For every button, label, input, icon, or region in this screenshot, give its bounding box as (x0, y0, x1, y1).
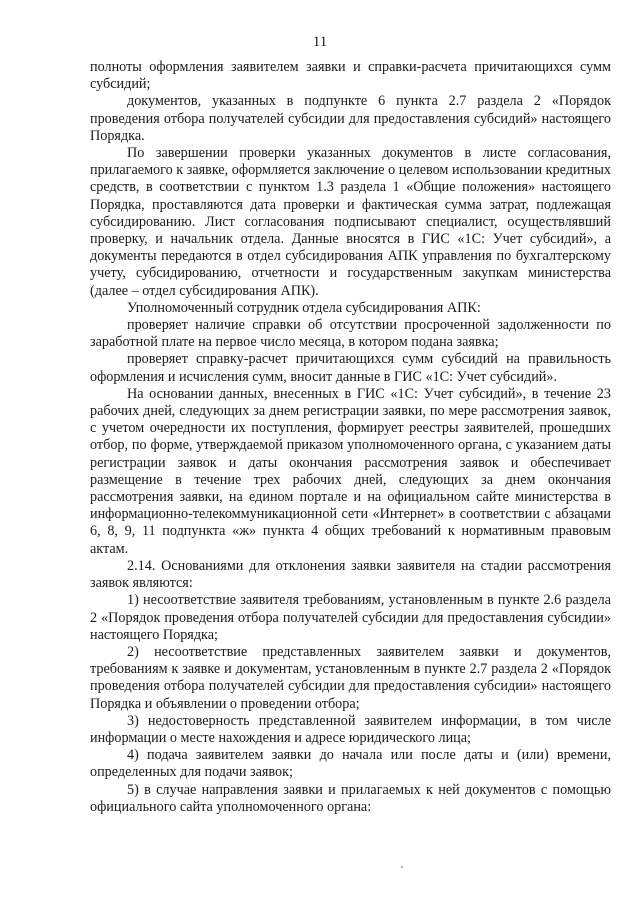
paragraph-rejection-grounds: 2.14. Основаниями для отклонения заявки заявителя на стадии рассмотрения заявок являются: (90, 557, 611, 592)
paragraph-registry-formation: На основании данных, внесенных в ГИС «1С: Учет субсидий», в течение 23 рабочих дней, следующих за днем регистрации заявки, по мере рассмотрения заявок, с учетом очередности их поступления, формирует реестры заявителей, прошедших отбор, по форме, утверждаемой приказом уполномоченного органа, с указанием даты регистрации заявок и даты окончания рассмотрения заявок и обеспечивает размещение в течение трех рабочих дней, следующих за днем окончания рассмотрения заявки, на едином портале и на официальном сайте министерства в информационно-телекоммуникационной сети «Интернет» в соответствии с абзацами 6, 8, 9, 11 подпункта «ж» пункта 4 общих требований к нормативным правовым актам. (90, 385, 611, 557)
list-item-1: 1) несоответствие заявителя требованиям, установленным в пункте 2.6 раздела 2 «Порядок проведения отбора получателей субсидии для предоставления субсидии» настоящего Порядка; (90, 592, 611, 643)
paragraph-check-calculation: проверяет справку-расчет причитающихся сумм субсидий на правильность оформления и исчисления сумм, вносит данные в ГИС «1С: Учет субсидий». (90, 351, 611, 385)
list-item-5: 5) в случае направления заявки и прилагаемых к ней документов с помощью официального сайта уполномоченного органа: (90, 781, 611, 815)
paragraph-verification-completion: По завершении проверки указанных документов в листе согласования, прилагаемого к заявке, оформляется заключение о целевом использовании кредитных средств, в соответствии с пунктом 1.3 раздела 1 «Общие положения» настоящего Порядка, проставляются дата проверки и фактическая сумма затрат, подлежащая субсидированию. Лист согласования подписывают специалист, осуществлявший проверку, и начальник отдела. Данные вносятся в ГИС «1С: Учет субсидий», а документы передаются в отдел субсидирования АПК управления по бухгалтерскому учету, субсидированию, отчетности и государственным закупкам министерства (далее – отдел субсидирования АПК). (90, 145, 611, 299)
list-item-3: 3) недостоверность представленной заявителем информации, в том числе информации о месте нахождения и адресе юридического лица; (90, 712, 611, 746)
list-item-4: 4) подача заявителем заявки до начала или после даты и (или) времени, определенных для подачи заявок; (90, 747, 611, 781)
scan-speck (401, 866, 403, 868)
page-number: 11 (312, 34, 328, 50)
paragraph-documents: документов, указанных в подпункте 6 пункта 2.7 раздела 2 «Порядок проведения отбора получателей субсидии для предоставления субсидий» настоящего Порядка. (90, 93, 611, 144)
list-item-2: 2) несоответствие представленных заявителем заявки и документов, требованиям к заявке и документам, установленным в пункте 2.7 раздела 2 «Порядок проведения отбора получателей субсидии для предоставления субсидии» настоящего Порядка и объявлении о проведении отбора; (90, 643, 611, 712)
paragraph-check-certificate: проверяет наличие справки об отсутствии просроченной задолженности по заработной плате на первое число месяца, в котором подана заявка; (90, 317, 611, 351)
document-body (90, 59, 611, 816)
paragraph-completeness: полноты оформления заявителем заявки и справки-расчета причитающихся сумм субсидий; (90, 59, 611, 93)
paragraph-authorized-employee: Уполномоченный сотрудник отдела субсидирования АПК: (127, 299, 481, 316)
